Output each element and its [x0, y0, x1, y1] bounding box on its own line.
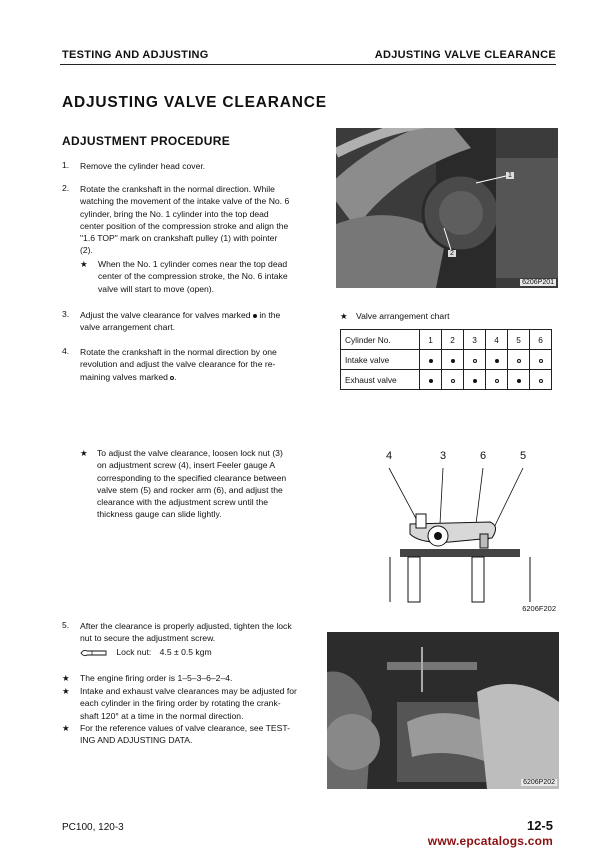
note-line: To adjust the valve clearance, loosen lock nut (3)	[97, 448, 283, 458]
note-line: For the reference values of valve clearance, see TEST-	[80, 723, 291, 733]
cylinder-header: 3	[464, 330, 486, 350]
step-3-text	[80, 309, 325, 334]
chart-title: Valve arrangement chart	[356, 311, 450, 321]
intake-label: Intake valve	[341, 350, 420, 370]
note-line: each cylinder in the firing order by rotating the crank-	[80, 698, 281, 709]
star-icon: ★	[62, 723, 70, 733]
step-5-text	[80, 620, 325, 645]
adjust-order-note	[80, 685, 325, 722]
valve-cell	[486, 350, 508, 370]
step-2-note	[98, 258, 323, 295]
note-line: valve stem (5) and rocker arm (6), and adjust the	[97, 484, 283, 495]
step-2-line: center position of the compression stroke and align the	[80, 220, 289, 231]
step-3-text-a: Adjust the valve clearance for valves marked	[80, 310, 251, 320]
rocker-arm-diagram	[380, 450, 556, 615]
cylinder-header: 6	[530, 330, 552, 350]
diagram-caption: 6206F202	[522, 604, 556, 613]
note-line: When the No. 1 cylinder comes near the top dead	[98, 259, 288, 269]
callout-2: 2	[450, 250, 454, 257]
step-2-line: watching the movement of the intake valve of the No. 6	[80, 196, 290, 207]
step-5-number: 5.	[62, 620, 70, 630]
adjustment-photo	[327, 632, 559, 789]
open-circle-icon	[539, 359, 543, 363]
note-line: ING AND ADJUSTING DATA.	[80, 735, 193, 746]
step-1-number: 1.	[62, 160, 70, 170]
step-4-line: maining valves marked	[80, 371, 168, 382]
valve-cell	[464, 350, 486, 370]
filled-dot-icon	[517, 379, 521, 383]
note-line: shaft 120° at a time in the normal direction.	[80, 710, 244, 721]
diagram-label-5: 5	[520, 450, 527, 462]
cylinder-header: 1	[420, 330, 442, 350]
page-title: ADJUSTING VALVE CLEARANCE	[62, 94, 327, 111]
step-2-text	[80, 183, 320, 257]
valve-cell	[508, 350, 530, 370]
intake-row	[341, 350, 552, 370]
model-number: PC100, 120-3	[62, 822, 124, 833]
crankshaft-pulley-photo	[336, 128, 558, 288]
step-3-number: 3.	[62, 309, 70, 319]
valve-cell	[464, 370, 486, 390]
note-line: clearance with the adjustment screw until the	[97, 497, 269, 508]
filled-dot-icon	[429, 359, 433, 363]
valve-arrangement-table	[340, 329, 552, 390]
open-circle-icon	[517, 359, 521, 363]
watermark: www.epcatalogs.com	[427, 834, 553, 848]
adjust-note	[97, 447, 322, 521]
step-5-line: After the clearance is properly adjusted, tighten the lock	[80, 621, 292, 631]
filled-dot-icon	[429, 379, 433, 383]
star-icon: ★	[340, 311, 348, 321]
star-icon: ★	[80, 259, 88, 269]
step-1-text: Remove the cylinder head cover.	[80, 161, 206, 171]
table-header-cell: Cylinder No.	[341, 330, 420, 350]
step-2-number: 2.	[62, 183, 70, 193]
valve-cell	[486, 370, 508, 390]
firing-order-note: The engine firing order is 1–5–3–6–2–4.	[80, 673, 233, 683]
note-line: thickness gauge can slide lightly.	[97, 509, 222, 520]
header-left: TESTING AND ADJUSTING	[62, 49, 209, 61]
valve-cell	[508, 370, 530, 390]
step-4-line: Rotate the crankshaft in the normal direction by one	[80, 347, 277, 357]
filled-dot-icon	[473, 379, 477, 383]
note-line: Intake and exhaust valve clearances may be adjusted for	[80, 686, 297, 696]
valve-cell	[442, 350, 464, 370]
open-circle-icon	[170, 376, 174, 380]
filled-dot-icon	[253, 314, 257, 318]
torque-label: Lock nut:	[116, 647, 152, 657]
table-header-row	[341, 330, 552, 350]
diagram-label-3: 3	[440, 450, 447, 462]
exhaust-row	[341, 370, 552, 390]
open-circle-icon	[473, 359, 477, 363]
cylinder-header: 5	[508, 330, 530, 350]
photo-image	[327, 632, 559, 789]
photo-image	[336, 128, 558, 288]
note-line: on adjustment screw (4), insert Feeler gauge A	[97, 460, 276, 471]
diagram-label-4: 4	[386, 450, 393, 462]
step-4-text: Rotate the crankshaft in the normal direction by one revolution and adjust the valve clearance for the re- maining valves marked .	[80, 346, 325, 383]
cylinder-header: 2	[442, 330, 464, 350]
step-2-line: "1.6 TOP" mark on crankshaft pulley (1) with pointer	[80, 233, 278, 244]
note-line: valve will start to move (open).	[98, 283, 215, 294]
step-3-text-b: in the	[259, 310, 281, 320]
valve-cell	[442, 370, 464, 390]
valve-table	[340, 329, 552, 390]
step-2-line: cylinder, bring the No. 1 cylinder into the top dead	[80, 208, 269, 219]
reference-note	[80, 722, 325, 747]
torque-spec	[80, 646, 212, 658]
open-circle-icon	[539, 379, 543, 383]
note-line: corresponding to the specified clearance between	[97, 472, 287, 483]
rocker-arm-drawing	[380, 464, 556, 604]
step-2-line: Rotate the crankshaft in the normal direction. While	[80, 184, 275, 194]
photo-caption: 6206P202	[523, 779, 555, 786]
section-subtitle: ADJUSTMENT PROCEDURE	[62, 134, 231, 148]
open-circle-icon	[495, 379, 499, 383]
step-4-line: revolution and adjust the valve clearance for the re-	[80, 359, 276, 370]
page-number: 12-5	[526, 818, 553, 833]
star-icon: ★	[62, 686, 70, 696]
star-icon: ★	[62, 673, 70, 683]
photo-caption: 6206P201	[522, 279, 554, 286]
diagram-label-6: 6	[480, 450, 487, 462]
valve-cell	[530, 350, 552, 370]
callout-1: 1	[508, 172, 512, 179]
header-right: ADJUSTING VALVE CLEARANCE	[374, 49, 556, 61]
step-2-line: (2).	[80, 245, 93, 256]
cylinder-header: 4	[486, 330, 508, 350]
valve-cell	[420, 350, 442, 370]
torque-value: 4.5 ± 0.5 kgm	[159, 647, 212, 657]
note-line: center of the compression stroke, the No. 6 intake	[98, 271, 288, 282]
open-circle-icon	[451, 379, 455, 383]
filled-dot-icon	[451, 359, 455, 363]
header-rule	[60, 64, 556, 65]
filled-dot-icon	[495, 359, 499, 363]
step-4-number: 4.	[62, 346, 70, 356]
star-icon: ★	[80, 448, 88, 458]
exhaust-label: Exhaust valve	[341, 370, 420, 390]
step-3-line: valve arrangement chart.	[80, 322, 176, 333]
wrench-icon	[80, 648, 108, 658]
valve-cell	[420, 370, 442, 390]
step-5-line: nut to secure the adjustment screw.	[80, 633, 216, 644]
valve-cell	[530, 370, 552, 390]
